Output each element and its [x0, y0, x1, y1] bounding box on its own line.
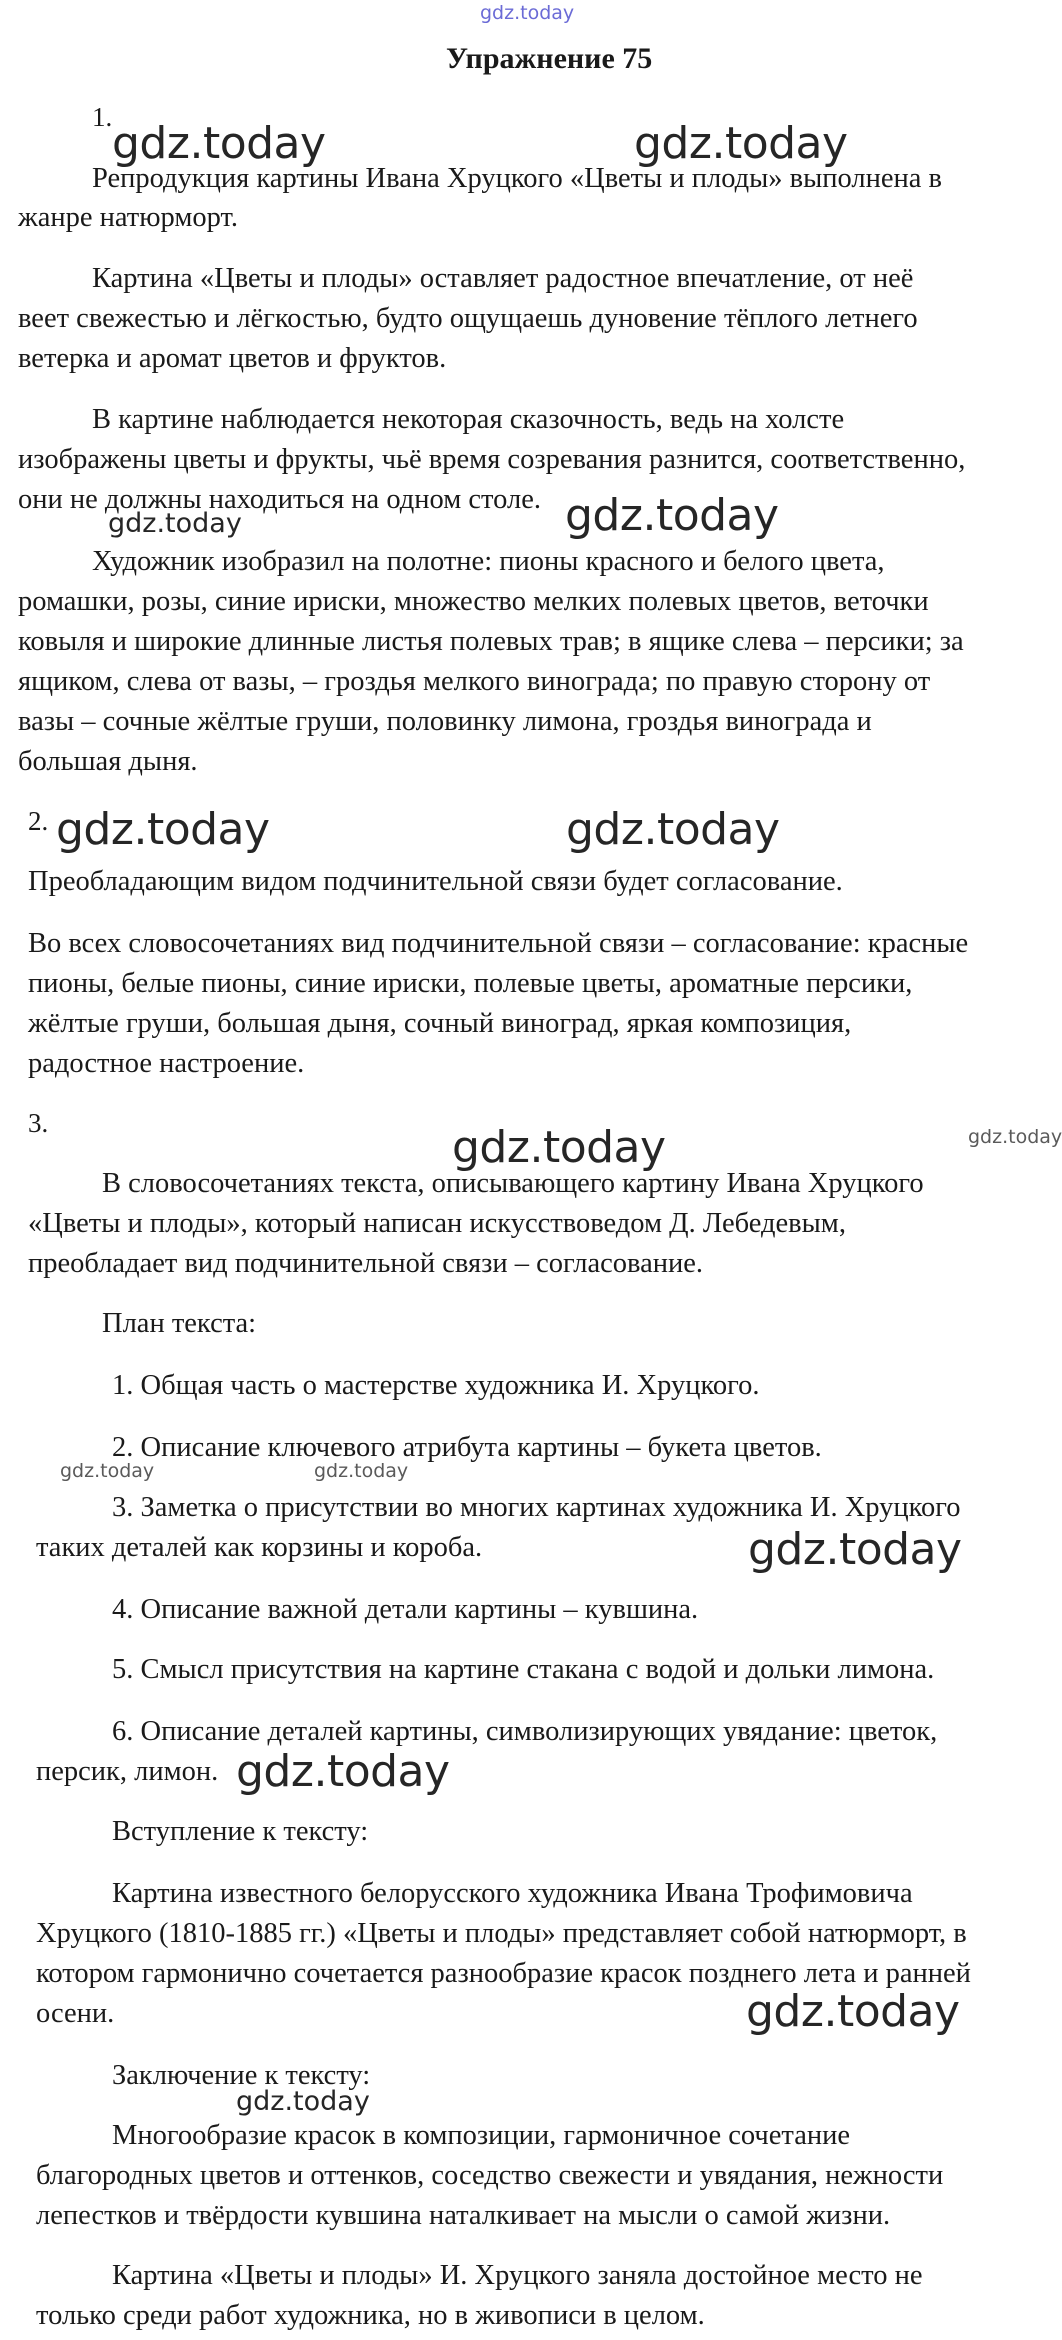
text-line: Хруцкого (1810-1885 гг.) «Цветы и плоды» представляет собой натюрморт, в [36, 1918, 967, 1949]
text-line: План текста: [102, 1308, 257, 1339]
watermark: gdz.today [236, 2086, 370, 2117]
text-line: Репродукция картины Ивана Хруцкого «Цветы и плоды» выполнена в [92, 163, 943, 194]
text-line: ромашки, розы, синие ириски, множество мелких полевых цветов, веточки [18, 586, 929, 617]
watermark: gdz.today [108, 508, 242, 539]
watermark: gdz.today [452, 1122, 666, 1173]
text-line: изображены цветы и фрукты, чьё время созревания разнится, соответственно, [18, 444, 966, 475]
watermark: gdz.today [60, 1460, 155, 1482]
text-line: Многообразие красок в композиции, гармоничное сочетание [112, 2120, 851, 2151]
plan-item: 2. Описание ключевого атрибута картины – букета цветов. [112, 1432, 822, 1463]
text-line: Заключение к тексту: [112, 2060, 371, 2091]
plan-item: 1. Общая часть о мастерстве художника И. Хруцкого. [112, 1370, 760, 1401]
text-line: благородных цветов и оттенков, соседство свежести и увядания, нежности [36, 2160, 944, 2191]
text-line: Картина «Цветы и плоды» И. Хруцкого заняла достойное место не [112, 2260, 923, 2291]
plan-item: 6. Описание деталей картины, символизирующих увядание: цветок, [112, 1716, 938, 1747]
text-line: Во всех словосочетаниях вид подчинительной связи – согласование: красные [28, 928, 969, 959]
section-2-number: 2. [28, 806, 49, 836]
watermark: gdz.today [314, 1460, 409, 1482]
text-line: таких деталей как корзины и короба. [36, 1532, 483, 1563]
text-line: ящиком, слева от вазы, – гроздья мелкого винограда; по правую сторону от [18, 666, 931, 697]
watermark: gdz.today [56, 804, 270, 855]
text-line: вазы – сочные жёлтые груши, половинку лимона, гроздья винограда и [18, 706, 872, 737]
plan-item: 3. Заметка о присутствии во многих картинах художника И. Хруцкого [112, 1492, 961, 1523]
text-line: «Цветы и плоды», который написан искусствоведом Д. Лебедевым, [28, 1208, 846, 1239]
text-line: ковыля и широкие длинные листья полевых трав; в ящике слева – персики; за [18, 626, 964, 657]
text-line: жёлтые груши, большая дыня, сочный виноград, яркая композиция, [28, 1008, 852, 1039]
text-line: Вступление к тексту: [112, 1816, 369, 1847]
watermark: gdz.today [112, 118, 326, 169]
plan-item: 5. Смысл присутствия на картине стакана с водой и дольки лимона. [112, 1654, 935, 1685]
text-line: осени. [36, 1998, 115, 2029]
plan-item: 4. Описание важной детали картины – кувшина. [112, 1594, 699, 1625]
text-line: Картина «Цветы и плоды» оставляет радостное впечатление, от неё [92, 263, 914, 294]
text-line: жанре натюрморт. [18, 202, 238, 233]
text-line: персик, лимон. [36, 1756, 219, 1787]
text-line: В картине наблюдается некоторая сказочность, ведь на холсте [92, 404, 845, 435]
text-line: Картина известного белорусского художника Ивана Трофимовича [112, 1878, 913, 1909]
text-line: пионы, белые пионы, синие ириски, полевые цветы, ароматные персики, [28, 968, 913, 999]
text-line: веет свежестью и лёгкостью, будто ощущаешь дуновение тёплого летнего [18, 303, 918, 334]
watermark: gdz.today [748, 1524, 962, 1575]
watermark: gdz.today [968, 1126, 1062, 1148]
header-watermark: gdz.today [480, 2, 575, 24]
text-line: они не должны находиться на одном столе. [18, 484, 541, 515]
section-1-number: 1. [92, 102, 113, 132]
section-3-number: 3. [28, 1108, 49, 1138]
text-line: ветерка и аромат цветов и фруктов. [18, 343, 447, 374]
text-line: только среди работ художника, но в живописи в целом. [36, 2300, 705, 2331]
text-line: лепестков и твёрдости кувшина наталкивает на мысли о самой жизни. [36, 2200, 891, 2231]
watermark: gdz.today [565, 490, 779, 541]
page-title: Упражнение 75 [446, 42, 653, 75]
watermark: gdz.today [634, 118, 848, 169]
text-line: преобладает вид подчинительной связи – согласование. [28, 1248, 704, 1279]
watermark: gdz.today [746, 1986, 960, 2037]
text-line: В словосочетаниях текста, описывающего картину Ивана Хруцкого [102, 1168, 924, 1199]
watermark: gdz.today [236, 1746, 450, 1797]
text-line: радостное настроение. [28, 1048, 305, 1079]
text-line: котором гармонично сочетается разнообразие красок позднего лета и ранней [36, 1958, 971, 1989]
text-line: большая дыня. [18, 746, 198, 777]
watermark: gdz.today [566, 804, 780, 855]
text-line: Художник изобразил на полотне: пионы красного и белого цвета, [92, 546, 885, 577]
text-line: Преобладающим видом подчинительной связи будет согласование. [28, 866, 843, 897]
